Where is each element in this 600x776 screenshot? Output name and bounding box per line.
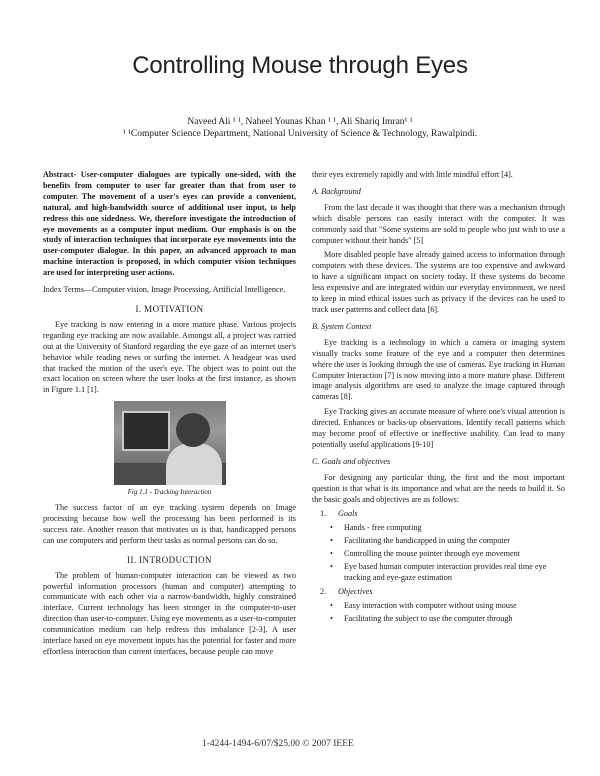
objectives-list xyxy=(312,601,565,625)
list-item: • Eye based human computer interaction provides real time eye tracking and eye-gaze estimation xyxy=(344,562,565,584)
section-heading-motivation: I. MOTIVATION xyxy=(135,303,204,314)
background-paragraph-1: From the last decade it was thought that there was a mechanism through which disable persons can easily interact with the computer. It was commonly said that "Some systems are sold to people who just wish to use a computer without their hands" [5] xyxy=(312,202,565,245)
figure-person-head xyxy=(176,413,210,447)
motivation-paragraph-1: Eye tracking is now entering in a more mature phase. Various projects regarding eye tracking are now available. Amongst all, a project was carried out at the University of Stanford regarding the eye gaze of an internet user's behavior while reading news or surfing the internet. A headgear was used that tracked the motion of the user's eye. The object was to point out the exact location on screen where the user looks at the first instance, as shown in Figure 1.1 [1]. xyxy=(43,319,296,395)
list-item: • Hands - free computing xyxy=(344,523,565,534)
background-paragraph-2: More disabled people have already gained access to information through computers with these devices. The systems are too expensive and awkward to have a significant impact on society today. If these systems do become less expensive and are integrated within our everyday environment, we need to keep in mind ethical issues such as privacy if the devices can be used to track user patterns and collect data [6]. xyxy=(312,250,565,314)
subsection-heading-system-context: B. System Context xyxy=(312,321,372,331)
objectives-number: 2. xyxy=(320,586,327,596)
list-item: • Facilitating the subject to use the computer through xyxy=(344,614,565,625)
figure-monitor xyxy=(122,411,170,451)
subsection-heading-background: A. Background xyxy=(312,186,361,196)
author-affiliation: ¹ ¹Computer Science Department, National University of Science & Technology, Rawalpindi. xyxy=(122,129,478,139)
paper-title: Controlling Mouse through Eyes xyxy=(132,52,468,79)
list-item: • Controlling the mouse pointer through eye movement xyxy=(344,549,565,560)
introduction-continuation: their eyes extremely rapidly and with little mindful effort [4]. xyxy=(312,170,513,179)
system-context-paragraph-2: Eye Tracking gives an accurate measure of where one's visual attention is directed. Enhances or backs-up observations. Identify recall patterns which may become proof of effective or ineffective usability. Can lead to many potentially useful applications [9-10] xyxy=(312,407,565,449)
goals-label: Goals xyxy=(338,509,358,519)
objectives-heading xyxy=(320,587,565,598)
section-heading-introduction: II. INTRODUCTION xyxy=(127,554,212,565)
system-context-paragraph-1: Eye tracking is a technology in which a camera or imaging system visually tracks some feature of the eye and a computer then determines where the user is looking through the use of cameras. Eye tracking in Human Computer Interaction [7] is now moving into a more mature phase. Different image analysis algorithms are used to analyze the image captured through cameras [8]. xyxy=(312,337,565,402)
figure-caption: Fig 1.1 - Tracking Interaction xyxy=(127,488,212,497)
tracking-interaction-figure xyxy=(114,401,226,485)
right-column xyxy=(312,170,565,627)
goals-number: 1. xyxy=(320,509,327,519)
introduction-paragraph-1: The problem of human-computer interaction can be viewed as two powerful information processors (human and computer) attempting to communicate with each other via a narrow-bandwidth, highly constrained interface. Current technology has been stronger in the computer-to-user direction than user-to-computer. Using eye movements as a user-to-computer communication medium can help redress this imbalance [2-3]. A user interface based on eye movement inputs has the potential for faster and more effortless interaction than current interfaces, because people can move xyxy=(43,570,296,656)
left-column xyxy=(43,170,296,662)
list-item: • Easy interaction with computer without using mouse xyxy=(344,601,565,612)
copyright-footer: 1-4244-1494-6/07/$25.00 © 2007 IEEE xyxy=(202,739,354,749)
list-item: • Facilitating the handicapped in using the computer xyxy=(344,536,565,547)
subsection-heading-goals: C. Goals and objectives xyxy=(312,456,391,466)
objectives-label: Objectives xyxy=(338,586,373,596)
goals-heading xyxy=(320,509,565,520)
goals-intro-paragraph: For designing any particular thing, the first and the most important question is that what is its importance and what are the needs to build it. So the basic goals and objectives are as follows: xyxy=(312,472,565,504)
author-names: Naveed Ali ¹ ¹, Naheel Younas Khan ¹ ¹, Ali Shariq Imran¹ ¹ xyxy=(187,117,413,127)
figure-person-body xyxy=(166,443,222,485)
goals-list xyxy=(312,523,565,584)
author-block xyxy=(0,116,600,140)
abstract: Abstract- User-computer dialogues are typically one-sided, with the benefits from computer to user far greater than that from user to computer. The movement of a user's eyes can provide a convenient, natural, and high-bandwidth source of additional user input, to help redress this one sidedness. We, therefore investigate the introduction of eye movements as a computer input medium. Our emphasis is on the study of interaction techniques that incorporate eye movements into the user-computer dialogue. In this paper, an advanced approach to man machine interaction is proposed, in which computer vision techniques are used for interpreting user actions. xyxy=(43,170,296,278)
motivation-paragraph-2: The success factor of an eye tracking system depends on Image processing because how well the processing has been performed is its success rate. Another reason that motivates us is that, handicapped persons can use computers and perform their tasks as normal persons can do so. xyxy=(43,503,296,545)
index-terms: Index Terms—Computer vision, Image Processing, Artificial Intelligence. xyxy=(43,285,286,295)
